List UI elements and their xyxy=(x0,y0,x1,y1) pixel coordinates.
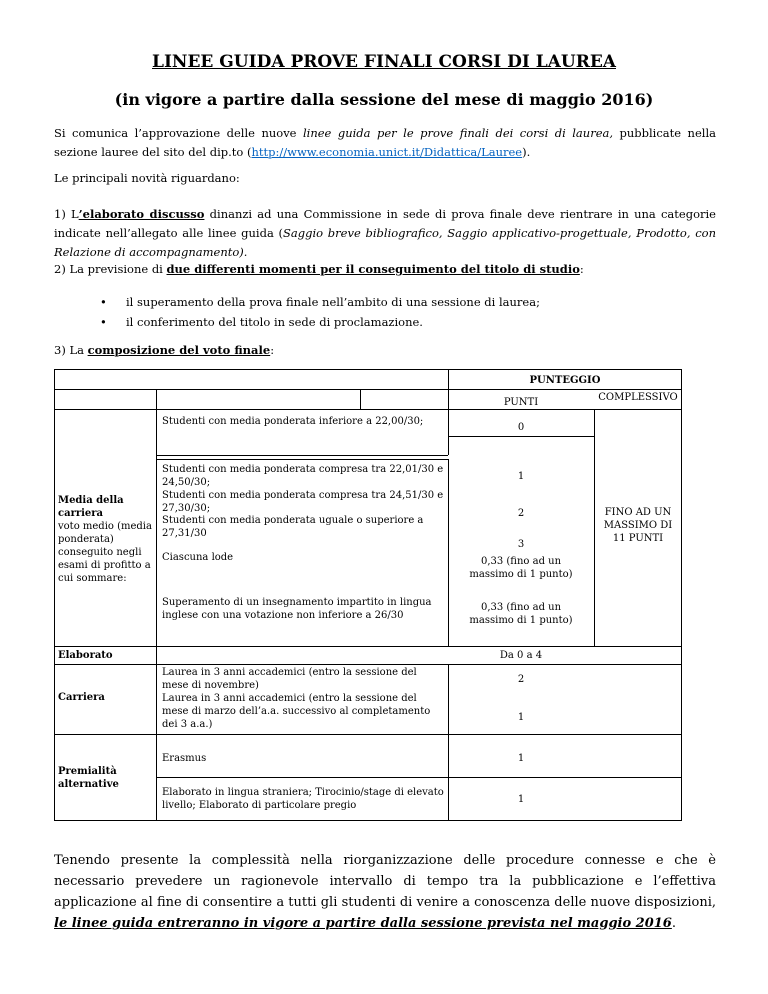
elaborato-label: Elaborato xyxy=(58,650,113,661)
media-carriera-bold: Media della carriera xyxy=(58,495,124,519)
point-1-italic: Saggio breve bibliografico, Saggio applicativo-progettuale, Prodotto, con Relazione di accompagnamento). xyxy=(54,226,716,259)
point-3-bold: composizione del voto finale xyxy=(87,343,271,357)
novita-paragraph: Le principali novità riguardano: xyxy=(54,171,240,185)
intro-text-3: ). xyxy=(522,145,531,159)
points-carriera-1: 2 xyxy=(517,674,525,685)
row-media-4: Studenti con media ponderata uguale o superiore a 27,31/30 xyxy=(162,515,424,539)
final-text: Tenendo presente la complessità nella riorganizzazione delle procedure connesse e che è necessario prevedere un ragionevole intervallo di tempo tra la pubblicazione e l’effettiva applicazione al fine di consentire a tutti gli studenti di venire a conoscenza delle nuove disposizioni, xyxy=(54,853,716,910)
point-1-text: dinanzi ad una Commissione in sede di prova finale deve rientrare in una categorie indicate nell’allegato alle linee guida ( xyxy=(54,207,716,240)
points-carriera-2: 1 xyxy=(517,712,525,723)
points-media-4: 3 xyxy=(517,539,525,550)
points-lode: 0,33 (fino ad un massimo di 1 punto) xyxy=(469,556,573,580)
bullet-item: • il conferimento del titolo in sede di proclamazione. xyxy=(100,312,540,332)
final-paragraph xyxy=(54,850,716,934)
final-end: . xyxy=(671,916,676,931)
row-media-2: Studenti con media ponderata compresa tra 22,01/30 e 24,50/30; xyxy=(162,464,444,488)
point-2-end: : xyxy=(579,262,584,276)
point-3 xyxy=(54,341,716,360)
page-title: LINEE GUIDA PROVE FINALI CORSI DI LAUREA xyxy=(152,52,616,72)
lauree-link[interactable]: http://www.economia.unict.it/Didattica/Lauree xyxy=(251,145,523,159)
punteggio-header: PUNTEGGIO xyxy=(529,375,601,386)
row-media-3: Studenti con media ponderata compresa tra 24,51/30 e 27,30/30; xyxy=(162,490,444,514)
carriera-label: Carriera xyxy=(58,692,105,703)
points-inglese: 0,33 (fino ad un massimo di 1 punto) xyxy=(469,602,573,626)
elaborato-points: Da 0 a 4 xyxy=(499,650,543,661)
point-3-lead: 3) La xyxy=(54,343,88,357)
fino-ad-un-massimo: FINO AD UN MASSIMO DI 11 PUNTI xyxy=(603,507,673,544)
row-elaborato-straniero: Elaborato in lingua straniera; Tirocinio/stage di elevato livello; Elaborato di particolare pregio xyxy=(162,787,444,811)
row-inglese: Superamento di un insegnamento impartito in lingua inglese con una votazione non inferiore a 26/30 xyxy=(162,597,432,621)
row-carriera-2: Laurea in 3 anni accademici (entro la sessione del mese di marzo dell’a.a. successivo al completamento dei 3 a.a.) xyxy=(162,693,431,730)
intro-paragraph xyxy=(54,124,716,162)
complessivo-header: COMPLESSIVO xyxy=(598,392,678,403)
premialita-label: Premialità alternative xyxy=(58,766,119,790)
point-1-bold: ’elaborato discusso xyxy=(78,207,205,221)
final-emphasis: le linee guida entreranno in vigore a partire dalla sessione prevista nel maggio 2016 xyxy=(54,916,672,931)
point-3-end: : xyxy=(270,343,275,357)
row-carriera-1: Laurea in 3 anni accademici (entro la sessione del mese di novembre) xyxy=(162,667,417,691)
points-media-1: 0 xyxy=(517,422,525,433)
row-media-1: Studenti con media ponderata inferiore a 22,00/30; xyxy=(162,416,424,427)
punti-header: PUNTI xyxy=(503,397,539,408)
point-2-bold: due differenti momenti per il conseguimento del titolo di studio xyxy=(166,262,580,276)
media-carriera-desc: voto medio (media ponderata) conseguito negli esami di profitto a cui sommare: xyxy=(58,521,152,584)
points-elaborato-straniero: 1 xyxy=(517,794,525,805)
page-subtitle: (in vigore a partire dalla sessione del mese di maggio 2016) xyxy=(114,90,654,109)
bullet-item: • il superamento della prova finale nell’ambito di una sessione di laurea; xyxy=(100,292,540,312)
intro-text-2: pubblicate nella sezione lauree del sito del dip.to ( xyxy=(54,126,716,159)
bullet-list xyxy=(100,292,540,332)
intro-italic: linee guida per le prove finali dei corsi di laurea, xyxy=(302,126,614,140)
row-erasmus: Erasmus xyxy=(162,753,207,764)
points-media-3: 2 xyxy=(517,508,525,519)
point-1 xyxy=(54,205,716,262)
points-erasmus: 1 xyxy=(517,753,525,764)
point-1-lead: 1) L xyxy=(54,207,79,221)
row-lode: Ciascuna lode xyxy=(162,552,234,563)
voto-table xyxy=(54,369,682,821)
points-media-2: 1 xyxy=(517,471,525,482)
media-carriera-label xyxy=(58,494,154,585)
point-2-lead: 2) La previsione di xyxy=(54,262,167,276)
point-2 xyxy=(54,260,716,279)
intro-text-1: Si comunica l’approvazione delle nuove xyxy=(54,126,303,140)
